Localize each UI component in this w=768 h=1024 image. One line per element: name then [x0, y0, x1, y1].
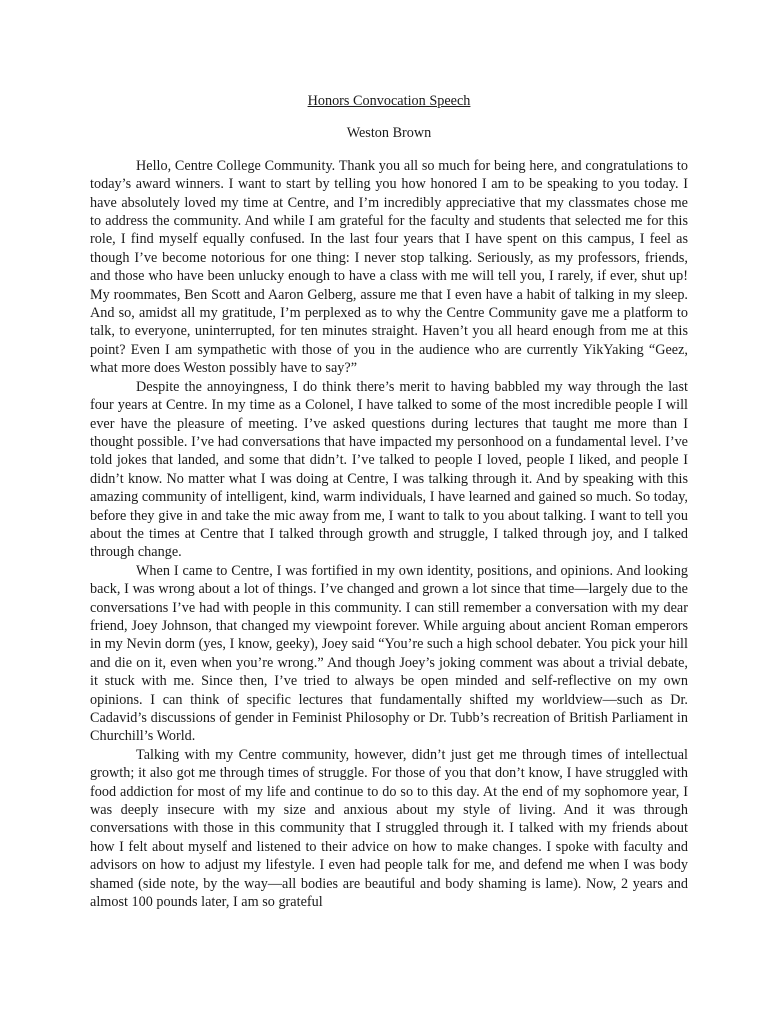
document-title: Honors Convocation Speech: [307, 93, 471, 109]
author-name: Weston Brown: [346, 125, 432, 142]
paragraph-1: Hello, Centre College Community. Thank you all so much for being here, and congratulations to today’s award winners. I want to start by telling you how honored I am to be speaking to you today. I have absolutely loved my time at Centre, and I’m incredibly appreciative that my classmates chose me to address the community. And while I am grateful for the faculty and students that selected me for this role, I find myself equally confused. In the last four years that I have spent on this campus, I feel as though I’ve become notorious for one thing: I never stop talking. Seriously, as my professors, friends, and those who have been unlucky enough to have a class with me will tell you, I rarely, if ever, shut up! My roommates, Ben Scott and Aaron Gelberg, assure me that I even have a habit of talking in my sleep. And so, amidst all my gratitude, I’m perplexed as to why the Centre Community gave me a platform to talk, to everyone, uninterrupted, for ten minutes straight. Haven’t you all heard enough from me at this point? Even I am sympathetic with those of you in the audience who are currently YikYaking “Geez, what more does Weston possibly have to say?”: [90, 157, 688, 377]
paragraph-2: Despite the annoyingness, I do think there’s merit to having babbled my way through the last four years at Centre. In my time as a Colonel, I have talked to some of the most incredible people I will ever have the pleasure of meeting. I’ve asked questions during lectures that taught me more than I thought possible. I’ve had conversations that have impacted my personhood on a fundamental level. I’ve told jokes that landed, and some that didn’t. I’ve talked to people I loved, people I liked, and people I didn’t know. No matter what I was doing at Centre, I was talking through it. And by speaking with this amazing community of intelligent, kind, warm individuals, I have learned and gained so much. So today, before they give in and take the mic away from me, I want to talk to you about talking. I want to tell you about the times at Centre that I talked through growth and struggle, I talked through joy, and I talked through change.: [90, 378, 688, 561]
paragraph-3: When I came to Centre, I was fortified in my own identity, positions, and opinions. And looking back, I was wrong about a lot of things. I’ve changed and grown a lot since that time—largely due to the conversations I’ve had with people in this community. I can still remember a conversation with my dear friend, Joey Johnson, that changed my viewpoint forever. While arguing about ancient Roman emperors in my Nevin dorm (yes, I know, geeky), Joey said “You’re such a high school debater. You pick your hill and die on it, even when you’re wrong.” And though Joey’s joking comment was about a trivial debate, it stuck with me. Since then, I’ve tried to always be open minded and self-reflective on my own opinions. I can think of specific lectures that fundamentally shifted my worldview—such as Dr. Cadavid’s discussions of gender in Feminist Philosophy or Dr. Tubb’s recreation of British Parliament in Churchill’s World.: [90, 562, 688, 745]
document-body: [90, 92, 688, 911]
paragraph-4: Talking with my Centre community, however, didn’t just get me through times of intellectual growth; it also got me through times of struggle. For those of you that don’t know, I have struggled with food addiction for most of my life and continue to do so to this day. At the end of my sophomore year, I was deeply insecure with my size and anxious about my style of living. And it was through conversations with those in this community that I struggled through it. I talked with my friends about how I felt about myself and listened to their advice on how to make changes. I spoke with faculty and advisors on how to adjust my lifestyle. I even had people talk for me, and defend me when I was body shamed (side note, by the way—all bodies are beautiful and body shaming is lame). Now, 2 years and almost 100 pounds later, I am so grateful: [90, 746, 688, 911]
